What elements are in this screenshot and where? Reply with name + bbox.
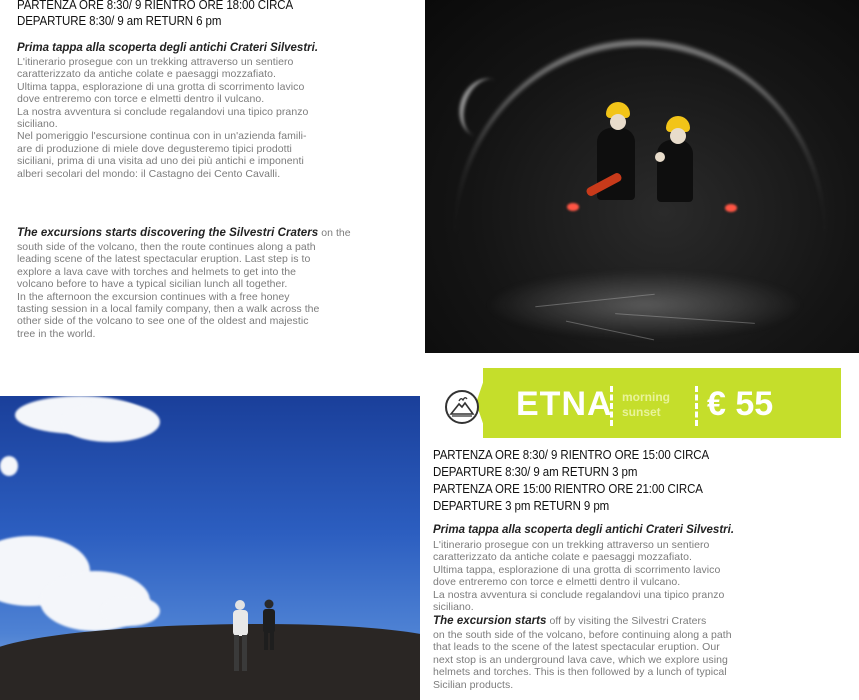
right-it-line: caratterizzato da antiche colate e paesaggi mozzafiato. [433, 551, 692, 564]
right-it-line: Ultima tappa, esplorazione di una grotta di scorrimento lavico [433, 563, 721, 576]
left-en-line: tasting session in a local family company, then a walk across the [17, 303, 320, 316]
right-english-text [433, 614, 813, 691]
left-en-lead: The excursions starts discovering the Silvestri Craters [17, 227, 319, 239]
cloud [0, 456, 18, 476]
left-it-line: are di produzione di miele dove degusteremo tipici prodotti [17, 142, 292, 155]
right-it-line: L'itinerario prosegue con un trekking attraverso un sentiero [433, 539, 710, 551]
left-en-line: leading scene of the latest spectacular eruption. Last step is to [17, 253, 311, 266]
left-it-line: L'itinerario prosegue con un trekking attraverso un sentiero [17, 56, 294, 68]
right-en-line [433, 614, 813, 629]
right-en-line: helmets and torches. This is then followed by a lunch of typical [433, 666, 727, 679]
right-en-lead: The excursion starts [433, 615, 547, 627]
left-schedule-line-2: DEPARTURE 8:30/ 9 am RETURN 6 pm [17, 14, 222, 28]
volcano-landscape-photo [0, 396, 420, 700]
left-it-line: dove entreremo con torce e elmetti dentro il vulcano. [17, 93, 265, 106]
torch-light [567, 203, 579, 211]
right-schedule-line-2: DEPARTURE 8:30/ 9 am RETURN 3 pm [433, 465, 638, 479]
left-english-text [17, 226, 397, 340]
left-lead-italian: Prima tappa alla scoperta degli antichi Crateri Silvestri. [17, 42, 319, 54]
banner-time-morning: morning [622, 390, 670, 404]
banner-time-sunset: sunset [622, 405, 661, 419]
cave-floor-light [485, 270, 805, 340]
right-it-line: dove entreremo con torce e elmetti dentro il vulcano. [433, 576, 681, 589]
etna-volcano-logo-icon [445, 390, 479, 424]
right-lead-italian: Prima tappa alla scoperta degli antichi Crateri Silvestri. [433, 524, 735, 536]
left-en-line: tree in the world. [17, 327, 96, 340]
right-schedule-line-1: PARTENZA ORE 8:30/ 9 RIENTRO ORE 15:00 CIRCA [433, 448, 710, 462]
left-it-line: Ultima tappa, esplorazione di una grotta di scorrimento lavico [17, 80, 305, 93]
explorer-hand [655, 152, 665, 162]
left-it-line: caratterizzato da antiche colate e paesaggi mozzafiato. [17, 68, 276, 81]
left-schedule-line-1: PARTENZA ORE 8:30/ 9 RIENTRO ORE 18:00 CIRCA [17, 0, 294, 12]
left-it-line: Nel pomeriggio l'escursione continua con in un'azienda famili- [17, 130, 307, 143]
right-schedule-line-4: DEPARTURE 3 pm RETURN 9 pm [433, 499, 610, 513]
left-en-line: volcano before to have a typical sicilian lunch all together. [17, 278, 288, 291]
right-it-line: La nostra avventura si conclude regalandovi una tipico pranzo [433, 588, 725, 601]
banner-separator [695, 386, 698, 426]
left-it-line: alberi secolari del mondo: il Castagno dei Cento Cavalli. [17, 167, 281, 180]
explorer-face [610, 114, 626, 130]
left-en-line: other side of the volcano to see one of the oldest and majestic [17, 315, 309, 328]
torch-light [725, 204, 737, 212]
lava-cave-photo [425, 0, 859, 353]
banner-price: € 55 [707, 385, 774, 423]
volcano-slope [0, 624, 420, 700]
left-italian-text [17, 56, 397, 180]
etna-volcano-logo-icon-graphic [447, 392, 477, 422]
right-en-line: on the south side of the volcano, before continuing along a path [433, 629, 732, 641]
right-en-line: that leads to the scene of the latest spectacular eruption. Our [433, 641, 720, 654]
left-it-line: siciliano. [17, 118, 58, 131]
left-en-first-rest: on the [318, 227, 351, 239]
right-en-first-rest: off by visiting the Silvestri Craters [546, 615, 707, 627]
explorer-face [670, 128, 686, 144]
cloud [60, 402, 160, 442]
right-en-line: next stop is an underground lava cave, which we explore using [433, 653, 728, 666]
left-en-line [17, 226, 397, 241]
right-schedule-line-3: PARTENZA ORE 15:00 RIENTRO ORE 21:00 CIRCA [433, 482, 703, 496]
right-en-line: Sicilian products. [433, 678, 514, 691]
banner-separator [610, 386, 613, 426]
left-en-line: In the afternoon the excursion continues with a free honey [17, 290, 290, 303]
explorer-body [657, 140, 693, 202]
banner-title: ETNA [516, 385, 613, 423]
left-it-line: La nostra avventura si conclude regalandovi una tipico pranzo [17, 105, 309, 118]
right-it-line: siciliano. [433, 601, 474, 614]
cloud [100, 596, 160, 626]
cave-ceiling-light [455, 40, 825, 236]
left-it-line: siciliani, prima di una visita ad uno dei più antichi e imponenti [17, 155, 304, 168]
hikers-figures [224, 598, 284, 680]
left-en-line: south side of the volcano, then the route continues along a path [17, 241, 316, 253]
left-en-line: explore a lava cave with torches and helmets to get into the [17, 265, 297, 278]
right-italian-text [433, 539, 813, 613]
